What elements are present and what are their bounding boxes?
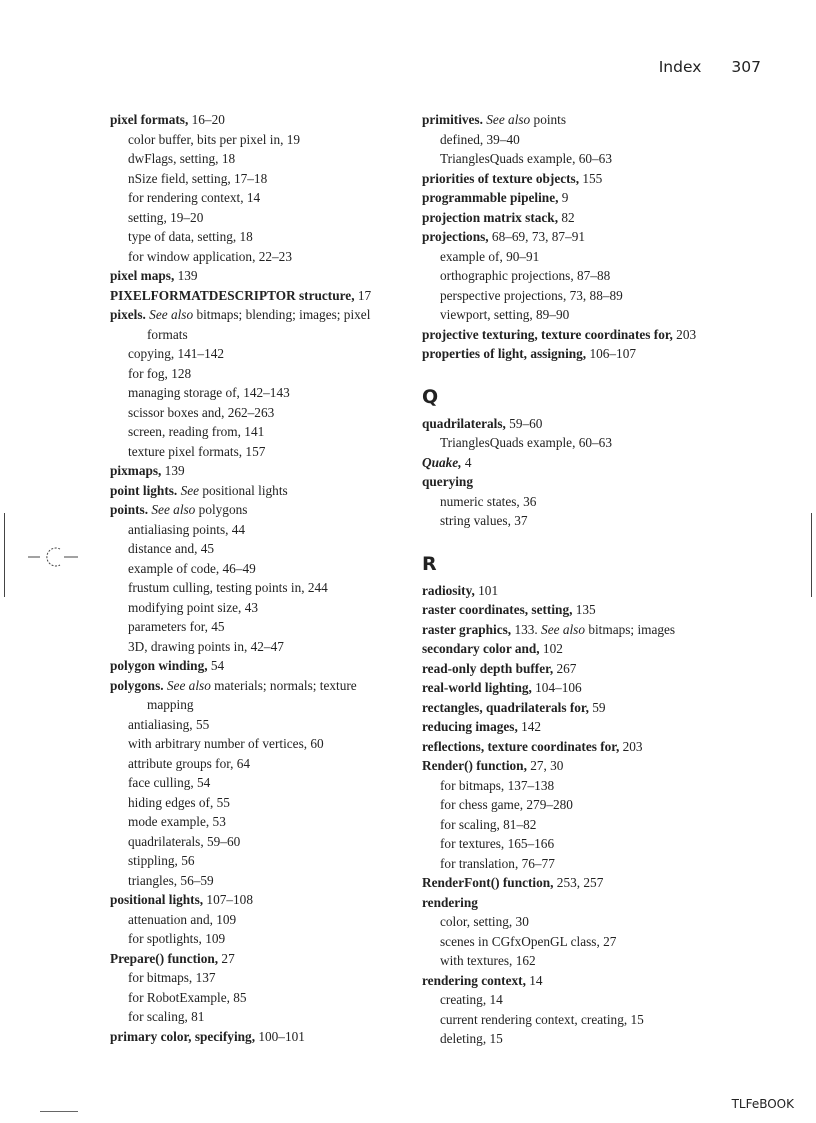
index-locator: string values, 37 [440,513,528,528]
index-subentry [422,854,722,874]
index-subentry [110,968,402,988]
index-subentry [110,617,402,637]
index-locator: perspective projections, 73, 88–89 [440,287,623,303]
page-number: 307 [731,58,761,76]
index-subentry [110,773,402,793]
index-locator: deleting, 15 [440,1031,503,1046]
index-term: pixel formats, [110,112,189,127]
index-term: projective texturing, texture coordinates for, [422,326,673,342]
index-entry [110,481,402,501]
index-locator: managing storage of, 142–143 [128,385,290,400]
index-subentry [422,511,722,531]
index-locator: 82 [558,209,575,225]
cross-reference: See also [149,307,194,322]
index-subentry [110,812,402,832]
index-locator: current rendering context, creating, 15 [440,1011,644,1027]
index-term: real-world lighting, [422,680,532,695]
index-locator: numeric states, 36 [440,493,537,509]
index-locator: dwFlags, setting, 18 [128,151,236,166]
index-locator: 139 [174,268,198,283]
index-entry [422,414,722,434]
index-locator: for bitmaps, 137 [128,970,216,985]
index-subentry [110,578,402,598]
index-subentry [110,988,402,1008]
crop-mark-left-line [4,513,5,597]
index-column-right [422,110,722,1049]
index-subentry [110,247,402,267]
cross-reference: See also [151,502,196,517]
index-term: reflections, texture coordinates for, [422,738,620,754]
cross-reference: See also [166,677,211,693]
index-term: priorities of texture objects, [422,170,580,186]
index-term: properties of light, assigning, [422,346,587,361]
index-subentry [110,188,402,208]
index-subentry [110,344,402,364]
index-subentry [110,851,402,871]
index-subentry [422,834,722,854]
index-entry [422,581,722,601]
index-locator: TrianglesQuads example, 60–63 [440,151,612,166]
index-locator: modifying point size, 43 [128,599,259,615]
index-locator: 54 [207,658,225,673]
index-term: programmable pipeline, [422,190,559,205]
footer-watermark: TLFeBOOK [731,1097,794,1111]
index-locator: example of, 90–91 [440,248,540,264]
index-entry [110,656,402,676]
index-locator: copying, 141–142 [128,346,225,361]
index-locator: 203 [672,326,697,342]
index-locator: with arbitrary number of vertices, 60 [128,736,324,751]
index-term: pixels. [110,307,146,322]
index-locator: 106–107 [586,346,637,361]
index-locator: mode example, 53 [128,814,226,829]
index-subentry [110,910,402,930]
index-term: raster coordinates, setting, [422,602,573,617]
index-term: points. [110,502,149,517]
index-subentry [422,130,722,150]
index-locator: with textures, 162 [440,953,536,968]
index-subentry [422,1010,722,1030]
index-term: projections, [422,229,489,244]
index-locator: 104–106 [531,680,582,695]
index-locator: materials; normals; texture mapping [147,677,357,712]
index-entry [422,639,722,659]
index-locator: face culling, 54 [128,775,211,790]
index-locator: 14 [525,972,543,988]
index-term: polygons. [110,677,164,693]
index-term: rendering context, [422,972,526,988]
index-entry [110,890,402,910]
index-subentry [110,754,402,774]
index-locator: antialiasing, 55 [128,716,210,732]
index-entry [422,678,722,698]
index-locator: 4 [461,454,472,470]
index-locator: points [530,112,567,127]
index-term: Prepare() function, [110,950,219,966]
index-locator: viewport, setting, 89–90 [440,307,570,322]
registration-mark-icon [26,540,82,574]
index-locator: attenuation and, 109 [128,911,237,927]
index-locator: scissor boxes and, 262–263 [128,404,275,420]
index-term: Render() function, [422,758,527,773]
index-entry [110,266,402,286]
index-entry [110,500,402,520]
index-locator: for spotlights, 109 [128,931,226,946]
index-locator: 27, 30 [526,758,564,773]
index-subentry [110,793,402,813]
index-subentry [422,149,722,169]
index-locator: attribute groups for, 64 [128,755,251,771]
section-heading: Q [422,385,439,408]
index-subentry [422,247,722,267]
index-locator: for fog, 128 [128,365,192,381]
index-locator: 135 [572,602,596,617]
index-locator: setting, 19–20 [128,209,204,225]
index-entry [422,717,722,737]
index-term: point lights. [110,482,178,498]
index-term: projection matrix stack, [422,209,559,225]
index-locator: hiding edges of, 55 [128,794,230,810]
index-term: Quake, [422,454,462,470]
index-locator: 59 [588,699,606,715]
crop-mark-right-line [811,513,812,597]
index-term: reducing images, [422,719,518,734]
index-locator: 267 [553,660,577,676]
index-entry [422,188,722,208]
index-column-left [110,110,402,1046]
index-locator: 68–69, 73, 87–91 [488,229,586,244]
index-locator: for scaling, 81 [128,1009,205,1024]
index-subentry [422,266,722,286]
index-locator: polygons [195,502,248,517]
index-term: rendering [422,894,478,910]
index-subentry [110,539,402,559]
index-locator: 27 [218,950,235,966]
index-subentry [110,442,402,462]
index-entry [422,344,722,364]
index-subentry [422,492,722,512]
index-locator: for textures, 165–166 [440,836,555,851]
index-entry [422,600,722,620]
index-entry [110,1027,402,1047]
index-entry [422,169,722,189]
cross-reference: See also [541,621,585,637]
index-locator: positional lights [199,482,288,498]
index-entry [422,737,722,757]
index-locator: defined, 39–40 [440,131,520,147]
running-header-title: Index [658,58,702,76]
index-subentry [110,403,402,423]
section-heading: R [422,552,437,575]
index-locator: color, setting, 30 [440,914,529,929]
index-subentry [110,832,402,852]
index-term: quadrilaterals, [422,415,506,431]
index-locator: 107–108 [203,892,253,907]
index-locator: 102 [539,641,563,656]
index-locator: 17 [354,287,372,303]
index-subentry [110,1007,402,1027]
index-subentry [110,383,402,403]
index-locator: type of data, setting, 18 [128,229,253,244]
index-locator: 59–60 [505,415,543,431]
index-locator: creating, 14 [440,992,503,1007]
index-locator: 9 [558,190,569,205]
index-subentry [110,929,402,949]
index-term: radiosity, [422,582,475,598]
index-subentry [110,637,402,657]
index-subentry [110,130,402,150]
index-subentry [110,598,402,618]
index-term: pixel maps, [110,268,175,283]
index-subentry [422,433,722,453]
index-locator: example of code, 46–49 [128,560,256,576]
index-locator: for RobotExample, 85 [128,989,247,1005]
index-locator: 203 [619,738,643,754]
index-locator: nSize field, setting, 17–18 [128,170,268,186]
index-term: polygon winding, [110,658,208,673]
index-subentry [422,795,722,815]
footer-rule [40,1111,78,1112]
index-locator: 3D, drawing points in, 42–47 [128,638,284,654]
cross-reference: See [180,482,200,498]
index-locator: stippling, 56 [128,853,195,868]
index-subentry [110,208,402,228]
index-locator: antialiasing points, 44 [128,521,246,537]
index-locator: for window application, 22–23 [128,248,292,264]
index-locator: for bitmaps, 137–138 [440,777,555,793]
index-locator: orthographic projections, 87–88 [440,268,611,283]
index-locator: TrianglesQuads example, 60–63 [440,435,612,450]
index-locator: 155 [579,170,603,186]
index-subentry [110,364,402,384]
index-subentry [422,776,722,796]
index-locator: scenes in CGfxOpenGL class, 27 [440,933,617,949]
index-locator: for chess game, 279–280 [440,797,573,812]
index-locator: texture pixel formats, 157 [128,443,266,459]
running-header [659,58,761,76]
index-subentry [422,932,722,952]
index-locator: bitmaps; images [585,621,676,637]
index-subentry [422,1029,722,1049]
index-entry [422,873,722,893]
index-subentry [422,286,722,306]
cross-reference: See also [486,112,531,127]
index-locator: color buffer, bits per pixel in, 19 [128,131,301,147]
index-locator: parameters for, 45 [128,619,225,634]
index-locator: screen, reading from, 141 [128,424,265,439]
index-subentry [110,422,402,442]
index-subentry [422,990,722,1010]
index-term: querying [422,474,473,489]
index-subentry [110,559,402,579]
index-locator: 253, 257 [553,875,604,890]
index-subentry [422,951,722,971]
index-subentry [110,227,402,247]
index-entry [422,208,722,228]
index-locator: 133. [511,621,542,637]
index-entry [110,110,402,130]
index-entry [422,659,722,679]
index-term: pixmaps, [110,463,162,478]
index-locator: 139 [161,463,185,478]
index-subentry [110,871,402,891]
index-subentry [422,305,722,325]
index-locator: quadrilaterals, 59–60 [128,833,241,849]
index-locator: for translation, 76–77 [440,855,555,871]
index-subentry [110,734,402,754]
index-locator: 100–101 [255,1028,305,1044]
index-entry [110,949,402,969]
index-entry [110,286,402,306]
index-locator: 16–20 [188,112,225,127]
index-entry [110,305,402,344]
index-locator: triangles, 56–59 [128,872,214,888]
index-locator: 101 [474,582,499,598]
index-locator: for rendering context, 14 [128,190,261,205]
index-subentry [110,169,402,189]
index-locator: distance and, 45 [128,541,215,556]
index-term: rectangles, quadrilaterals for, [422,699,589,715]
index-term: primary color, specifying, [110,1028,256,1044]
index-entry [422,756,722,776]
index-entry [422,453,722,473]
index-entry [110,676,402,715]
index-term: PIXELFORMATDESCRIPTOR structure, [110,287,355,303]
index-locator: bitmaps; blending; images; pixel formats [147,307,371,342]
index-subentry [422,912,722,932]
index-locator: for scaling, 81–82 [440,816,537,832]
index-term: read-only depth buffer, [422,660,554,676]
index-entry [422,325,722,345]
index-term: raster graphics, [422,621,512,637]
index-term: secondary color and, [422,641,540,656]
index-subentry [422,815,722,835]
index-entry [422,893,722,913]
index-entry [422,698,722,718]
index-locator: frustum culling, testing points in, 244 [128,580,328,595]
index-subentry [110,520,402,540]
index-term: RenderFont() function, [422,875,554,890]
index-subentry [110,149,402,169]
index-entry [422,620,722,640]
index-term: primitives. [422,112,483,127]
index-term: positional lights, [110,892,204,907]
index-entry [422,227,722,247]
index-locator: 142 [517,719,542,734]
index-subentry [110,715,402,735]
index-entry [422,110,722,130]
index-entry [110,461,402,481]
index-entry [422,472,722,492]
index-entry [422,971,722,991]
